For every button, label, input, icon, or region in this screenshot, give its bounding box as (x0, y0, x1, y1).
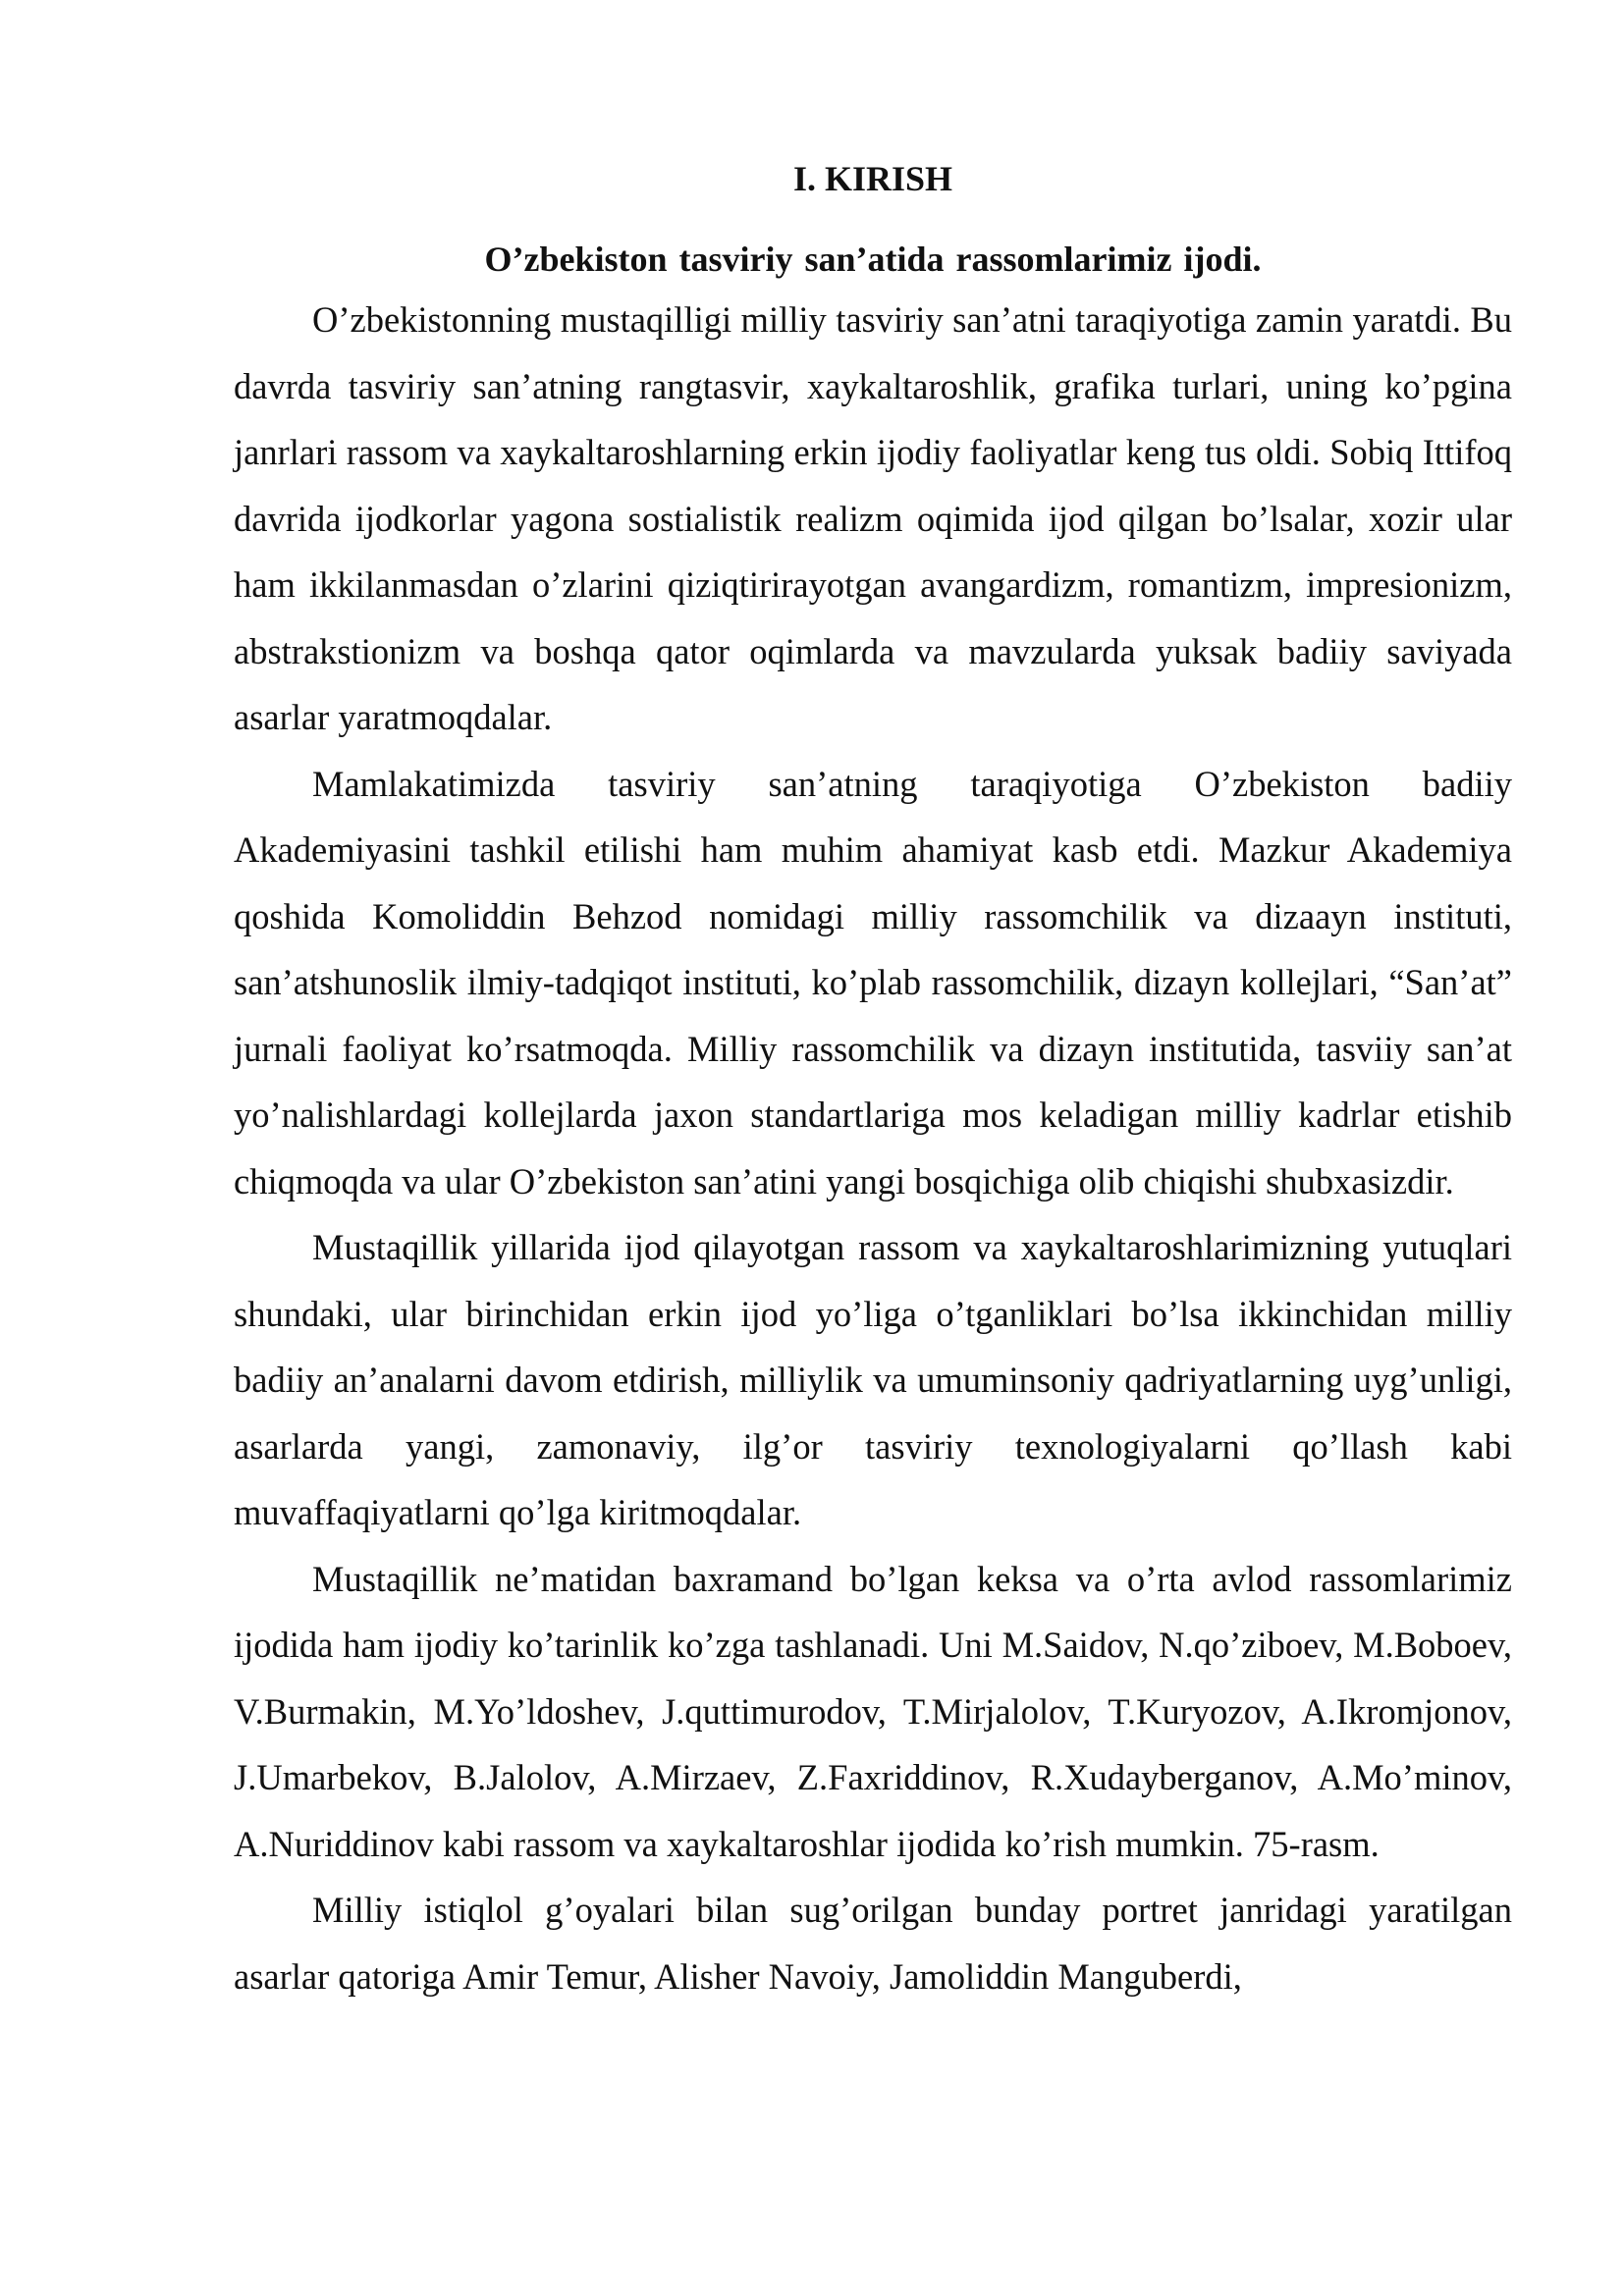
chapter-title: I. KIRISH (792, 159, 953, 198)
paragraph-2: Mamlakatimizda tasviriy san’atning taraqiyotiga O’zbekiston badiiy Akademiyasini tashkil etilishi ham muhim ahamiyat kasb etdi. Mazkur Akademiya qoshida Komoliddin Behzod nomidagi milliy rassomchilik va dizaayn instituti, san’atshunoslik ilmiy-tadqiqot instituti, ko’plab rassomchilik, dizayn kollejlari, “San’at” jurnali faoliyat ko’rsatmoqda. Milliy rassomchilik va dizayn institutida, tasviiy san’at yo’nalishlardagi kollejlarda jaxon standartlariga mos keladigan milliy kadrlar etishib chiqmoqda va ular O’zbekiston san’atini yangi bosqichiga olib chiqishi shubxasizdir. (234, 763, 1512, 1201)
paragraph-1: O’zbekistonning mustaqilligi milliy tasviriy san’atni taraqiyotiga zamin yaratdi. Bu davrda tasviriy san’atning rangtasvir, xaykaltaroshlik, grafika turlari, uning ko’pgina janrlari rassom va xaykaltaroshlarning erkin ijodiy faoliyatlar keng tus oldi. Sobiq Ittifoq davrida ijodkorlar yagona sostialistik realizm oqimida ijod qilgan bo’lsalar, xozir ular ham ikkilanmasdan o’zlarini qiziqtirirayotgan avangardizm, romantizm, impresionizm, abstrakstionizm va boshqa qator oqimlarda va mavzularda yuksak badiiy saviyada asarlar yaratmoqdalar. (234, 299, 1512, 737)
paragraph-4: Mustaqillik ne’matidan baxramand bo’lgan keksa va o’rta avlod rassomlarimiz ijodida ham ijodiy ko’tarinlik ko’zga tashlanadi. Uni M.Saidov, N.qo’ziboev, M.Boboev, V.Burmakin, M.Yo’ldoshev, J.quttimurodov, T.Mirjalolov, T.Kuryozov, A.Ikromjonov, J.Umarbekov, B.Jalolov, A.Mirzaev, Z.Faxriddinov, R.Xudayberganov, A.Mo’minov, A.Nuriddinov kabi rassom va xaykaltaroshlar ijodida ko’rish mumkin. 75-rasm. (234, 1558, 1512, 1864)
paragraph-5: Milliy istiqlol g’oyalari bilan sug’orilgan bunday portret janridagi yaratilgan asarlar qatoriga Amir Temur, Alisher Navoiy, Jamoliddin Manguberdi, (234, 1890, 1512, 1997)
page-content (234, 153, 1512, 2009)
paragraph-3: Mustaqillik yillarida ijod qilayotgan rassom va xaykaltaroshlarimizning yutuqlari shundaki, ular birinchidan erkin ijod yo’liga o’tganliklari bo’lsa ikkinchidan milliy badiiy an’analarni davom etdirish, milliylik va umuminsoniy qadriyatlarning uyg’unligi, asarlarda yangi, zamonaviy, ilg’or tasviriy texnologiyalarni qo’llash kabi muvaffaqiyatlarni qo’lga kiritmoqdalar. (234, 1227, 1512, 1532)
section-title: O’zbekiston tasviriy san’atida rassomlarimiz ijodi. (484, 240, 1262, 279)
